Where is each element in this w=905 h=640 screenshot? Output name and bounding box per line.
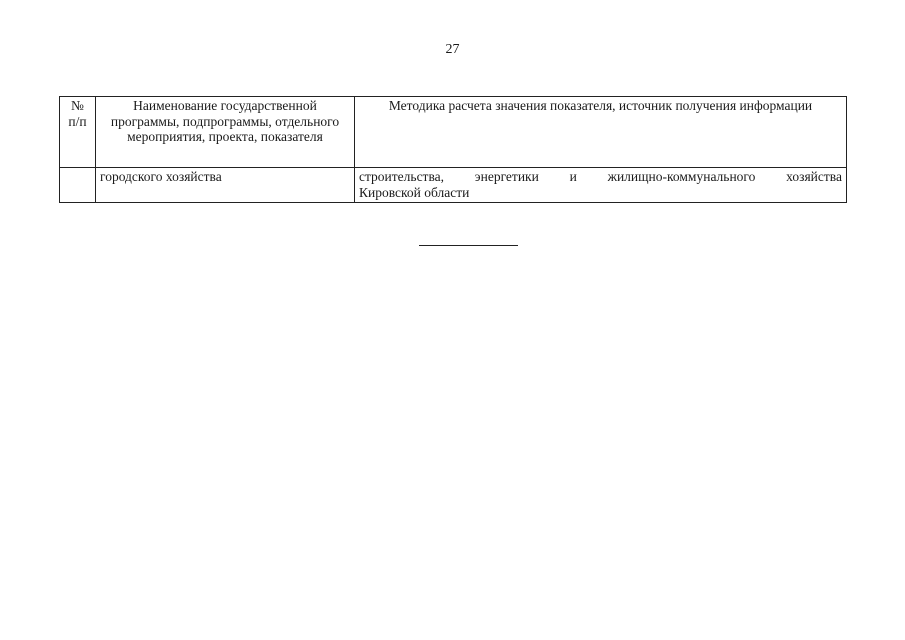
table-row xyxy=(60,168,847,203)
row-name-cell: городского хозяйства xyxy=(96,168,355,203)
end-separator-line xyxy=(419,245,518,246)
header-number-cell: № п/п xyxy=(60,97,96,168)
table-header-row xyxy=(60,97,847,168)
indicator-table xyxy=(59,96,847,203)
header-name-cell: Наименование государственной программы, подпрограммы, отдельного мероприятия, проекта, показателя xyxy=(96,97,355,168)
page-number: 27 xyxy=(445,42,460,57)
header-method-cell: Методика расчета значения показателя, источник получения информации xyxy=(355,97,847,168)
row-method-line2: Кировской области xyxy=(359,184,470,200)
row-method-cell xyxy=(355,168,847,203)
row-number-cell xyxy=(60,168,96,203)
row-method-line1: строительства, энергетики и жилищно-коммунального хозяйства xyxy=(359,169,842,184)
